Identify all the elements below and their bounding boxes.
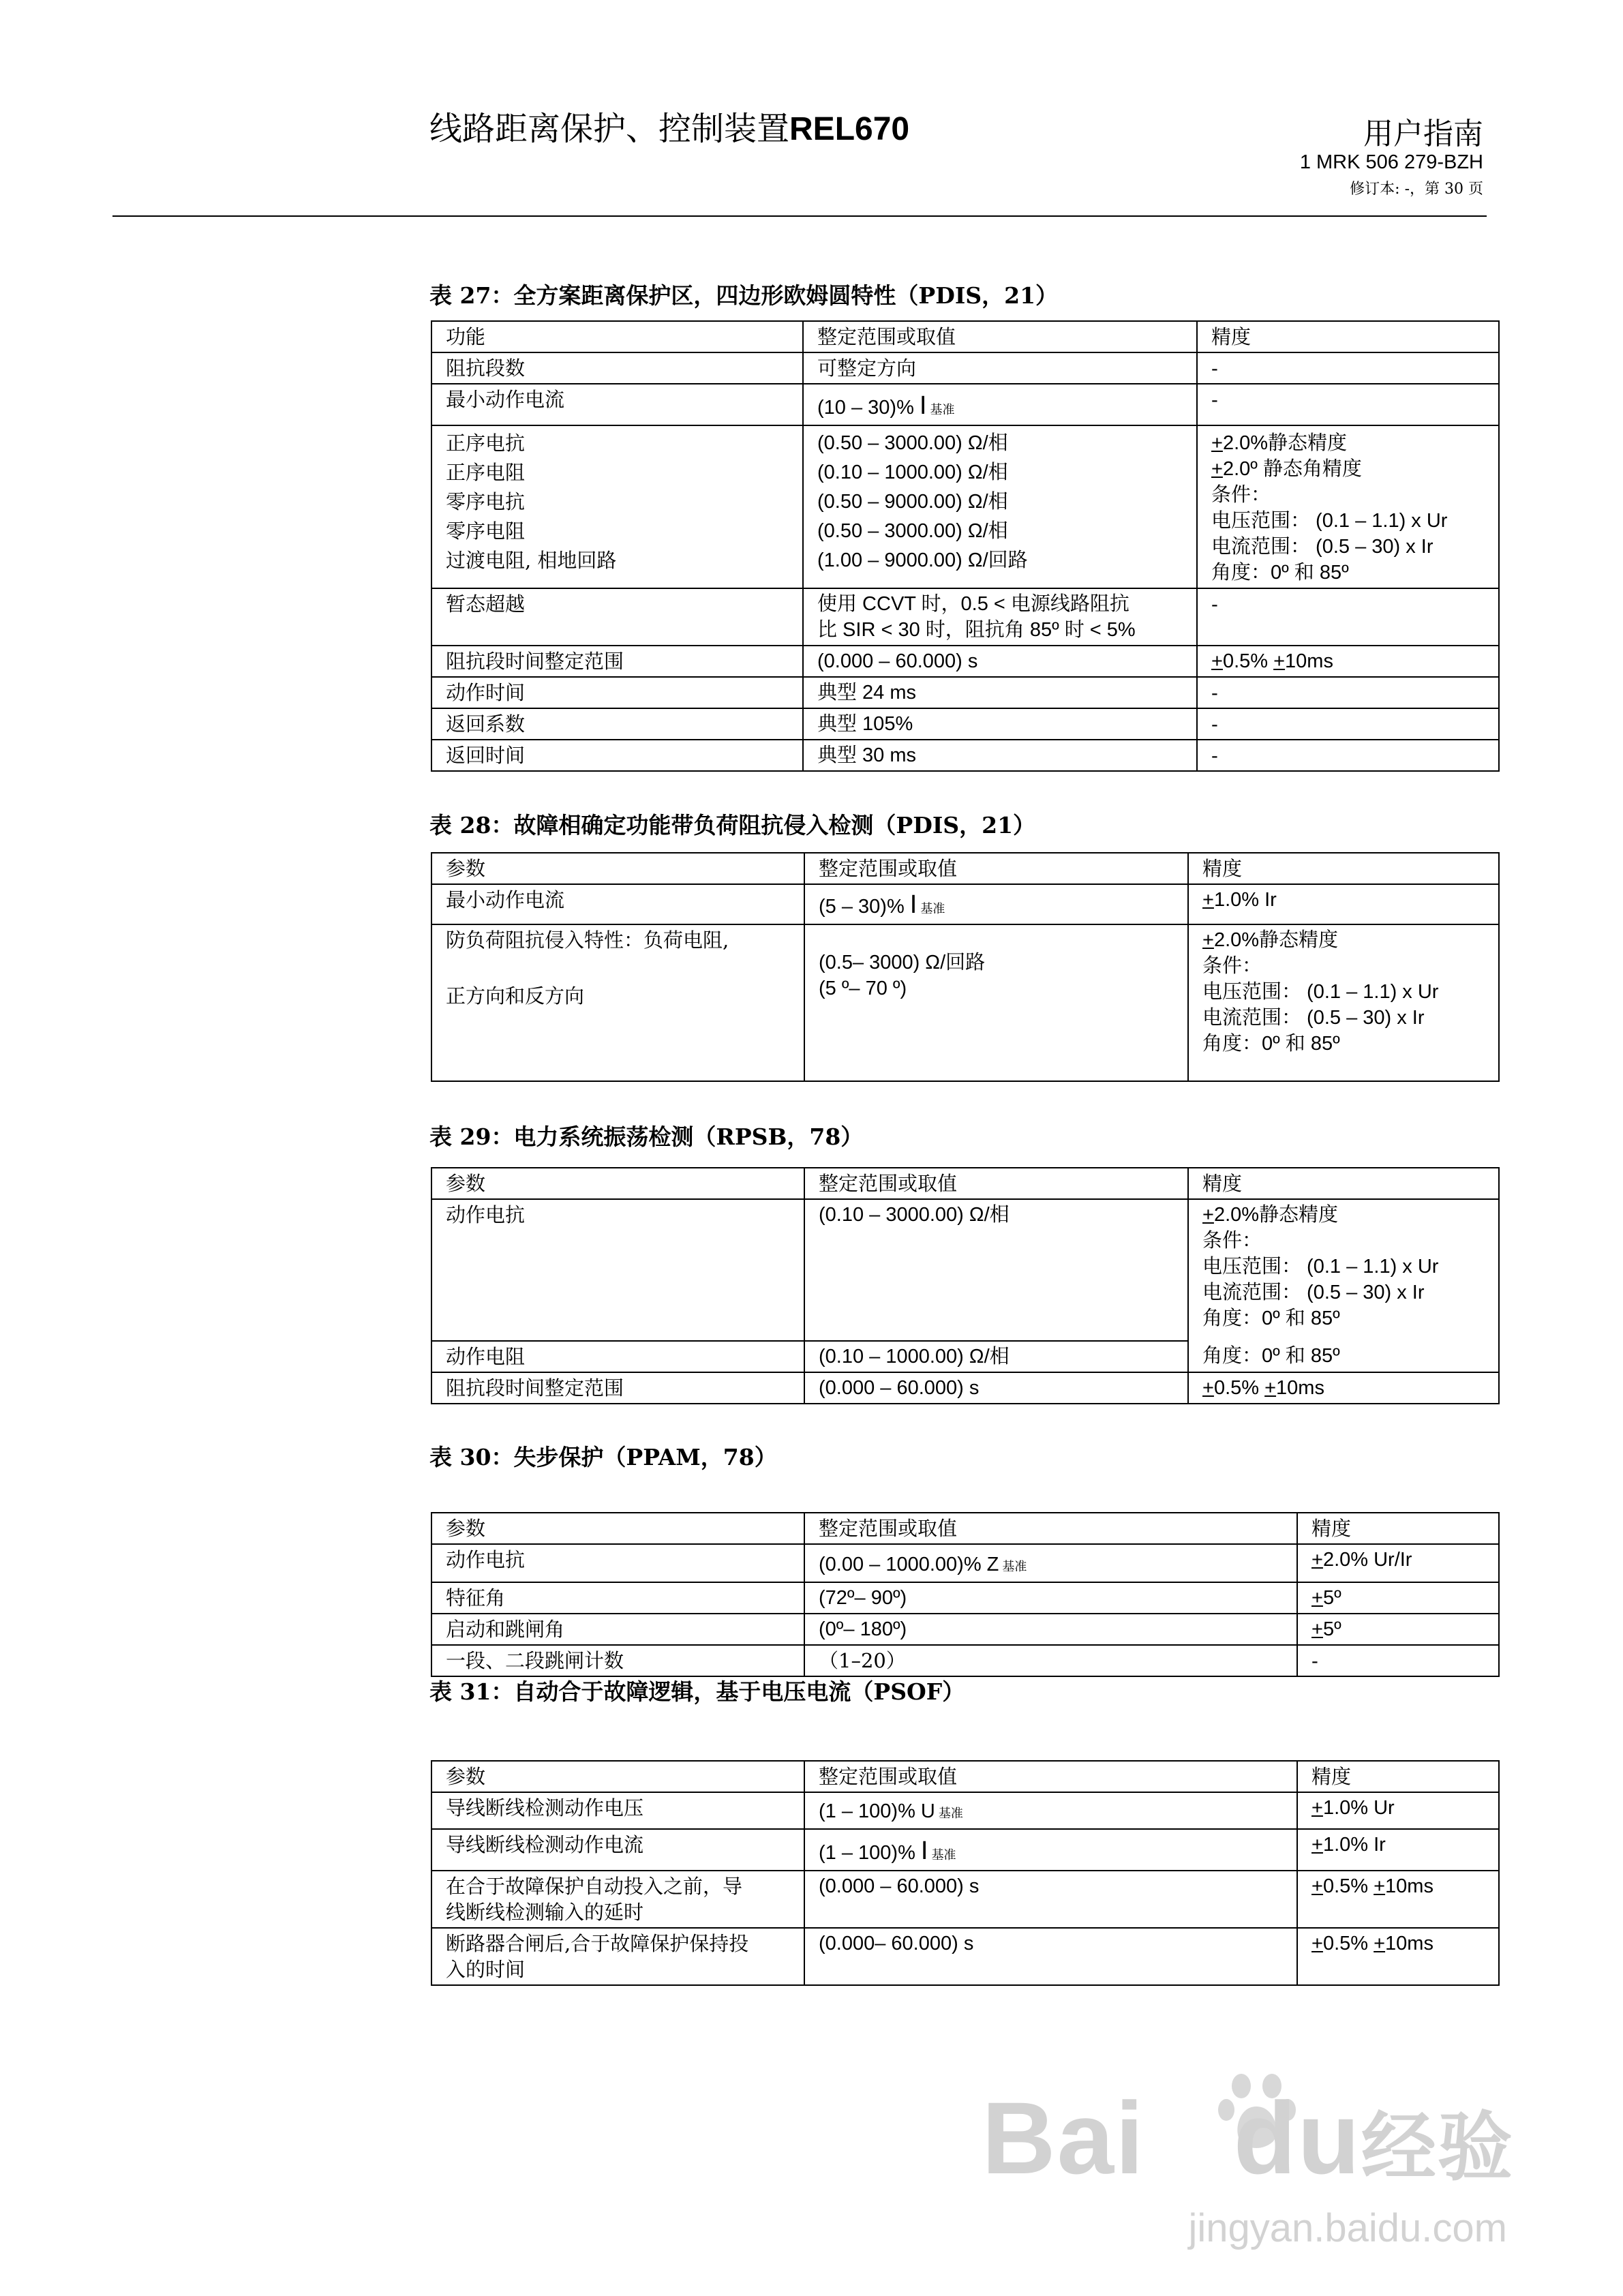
table-row [431,1582,1499,1614]
table-header-row [431,321,1499,352]
table-row [431,1341,1499,1372]
header-cell: 参数 [431,1168,804,1199]
table-cell: +5º [1297,1614,1499,1645]
table-row [431,924,1499,1081]
header-cell: 整定范围或取值 [804,1513,1297,1544]
table-cell: 导线断线检测动作电压 [431,1792,804,1829]
table-row [431,1792,1499,1829]
table-row [431,708,1499,740]
table-cell: +5º [1297,1582,1499,1614]
table-row [431,588,1499,646]
table-cell: 防负荷阻抗侵入特性：负荷电阻, 正方向和反方向 [431,924,804,1081]
table-cell: 动作电阻 [431,1341,804,1372]
table-cell: (0.10 – 3000.00) Ω/相 [804,1199,1188,1341]
table-cell: 动作时间 [431,677,803,708]
table-31-caption: 表 31：自动合于故障逻辑，基于电压电流（PSOF） [429,1678,965,1705]
table-cell: 阻抗段时间整定范围 [431,1372,804,1404]
document-title: 线路距离保护、控制装置REL670 [429,110,910,148]
table-cell: 最小动作电流 [431,384,803,425]
table-cell: 返回时间 [431,740,803,771]
header-cell: 参数 [431,1513,804,1544]
header-cell: 精度 [1188,853,1499,884]
header-cell: 功能 [431,321,803,352]
table-row [431,677,1499,708]
table-header-row [431,853,1499,884]
table-row [431,1928,1499,1985]
revision-page-info: 修订本: -，第 30 页 [1350,181,1483,198]
table-header-row [431,1168,1499,1199]
table-31 [431,1760,1500,1986]
table-row [431,384,1499,425]
table-cell: +0.5% +10ms [1297,1871,1499,1928]
table-cell: (0º– 180º) [804,1614,1297,1645]
header-cell: 整定范围或取值 [804,853,1188,884]
table-cell: - [1197,352,1499,384]
table-cell: 在合于故障保护自动投入之前，导 线断线检测输入的延时 [431,1871,804,1928]
table-cell: +2.0%静态精度 条件： 电压范围： (0.1 – 1.1) x Ur 电流范围： (0.5 – 30) x Ir 角度：0º 和 85º [1188,924,1499,1081]
table-cell: (0.000 – 60.000) s [804,1871,1297,1928]
table-row [431,646,1499,677]
table-cell: - [1197,588,1499,646]
table-cell: 使用 CCVT 时，0.5 < 电源线路阻抗 比 SIR < 30 时，阻抗角 85º 时 < 5% [803,588,1197,646]
table-cell: 角度：0º 和 85º [1188,1341,1499,1372]
table-27-caption: 表 27：全方案距离保护区，四边形欧姆圆特性（PDIS，21） [429,282,1059,309]
table-cell: - [1197,740,1499,771]
table-cell: 可整定方向 [803,352,1197,384]
table-29 [431,1167,1500,1404]
table-cell: - [1197,384,1499,425]
table-cell: +1.0% Ir [1297,1829,1499,1871]
header-cell: 整定范围或取值 [803,321,1197,352]
table-cell: 导线断线检测动作电流 [431,1829,804,1871]
table-cell: +1.0% Ur [1297,1792,1499,1829]
table-29-caption: 表 29：电力系统振荡检测（RPSB，78） [429,1123,864,1150]
header-cell: 参数 [431,853,804,884]
table-header-row [431,1761,1499,1792]
table-cell: (0.00 – 1000.00)% Z 基准 [804,1544,1297,1582]
table-row [431,352,1499,384]
table-cell: （1–20） [804,1645,1297,1676]
table-cell: +0.5% +10ms [1297,1928,1499,1985]
table-30-caption: 表 30：失步保护（PPAM，78） [429,1444,777,1470]
table-28 [431,852,1500,1082]
table-cell: 返回系数 [431,708,803,740]
table-cell: +0.5% +10ms [1188,1372,1499,1404]
table-row [431,1645,1499,1676]
table-row [431,425,1499,588]
table-cell: 断路器合闸后,合于故障保护保持投 入的时间 [431,1928,804,1985]
table-cell: - [1297,1645,1499,1676]
table-cell: 动作电抗 [431,1199,804,1341]
header-cell: 整定范围或取值 [804,1168,1188,1199]
table-cell: (0.10 – 1000.00) Ω/相 [804,1341,1188,1372]
table-cell: - [1197,708,1499,740]
header-divider [112,215,1487,217]
table-cell: 一段、二段跳闸计数 [431,1645,804,1676]
table-cell: (10 – 30)% I 基准 [803,384,1197,425]
header-cell: 精度 [1188,1168,1499,1199]
table-cell: - [1197,677,1499,708]
table-cell: (0.000– 60.000) s [804,1928,1297,1985]
table-cell: +0.5% +10ms [1197,646,1499,677]
table-cell: (0.50 – 3000.00) Ω/相 (0.10 – 1000.00) Ω/相 (0.50 – 9000.00) Ω/相 (0.50 – 3000.00) Ω/相 (1.00 – 9000.00) Ω/回路 [803,425,1197,588]
document-number: 1 MRK 506 279-BZH [1299,151,1483,173]
table-cell: 典型 30 ms [803,740,1197,771]
guide-label: 用户指南 [1363,117,1483,151]
table-cell: 阻抗段时间整定范围 [431,646,803,677]
table-cell: (0.000 – 60.000) s [804,1372,1188,1404]
table-cell: 动作电抗 [431,1544,804,1582]
table-cell: +2.0%静态精度 条件： 电压范围： (0.1 – 1.1) x Ur 电流范围： (0.5 – 30) x Ir 角度：0º 和 85º [1188,1199,1499,1341]
table-cell: 典型 105% [803,708,1197,740]
table-row [431,1829,1499,1871]
watermark-logo: Bai du经验 [982,2081,1514,2195]
table-cell: 正序电抗 正序电阻 零序电抗 零序电阻 过渡电阻, 相地回路 [431,425,803,588]
watermark-url: jingyan.baidu.com [1188,2206,1507,2250]
table-cell: (1 – 100)% I 基准 [804,1829,1297,1871]
header-cell: 精度 [1297,1761,1499,1792]
table-28-caption: 表 28：故障相确定功能带负荷阻抗侵入检测（PDIS，21） [429,812,1036,839]
table-cell: 最小动作电流 [431,884,804,924]
header-cell: 精度 [1197,321,1499,352]
header-cell: 整定范围或取值 [804,1761,1297,1792]
table-row [431,1544,1499,1582]
table-cell: +1.0% Ir [1188,884,1499,924]
table-cell: 特征角 [431,1582,804,1614]
table-cell: +2.0% Ur/Ir [1297,1544,1499,1582]
table-cell: 启动和跳闸角 [431,1614,804,1645]
table-header-row [431,1513,1499,1544]
header-cell: 精度 [1297,1513,1499,1544]
table-cell: (0.000 – 60.000) s [803,646,1197,677]
table-cell: +2.0%静态精度 +2.0º 静态角精度 条件： 电压范围： (0.1 – 1.1) x Ur 电流范围： (0.5 – 30) x Ir 角度：0º 和 85º [1197,425,1499,588]
table-cell: (5 – 30)% I 基准 [804,884,1188,924]
table-cell: (1 – 100)% U 基准 [804,1792,1297,1829]
table-row [431,1614,1499,1645]
table-27 [431,320,1500,772]
table-30 [431,1512,1500,1677]
header-cell: 参数 [431,1761,804,1792]
table-cell: (0.5– 3000) Ω/回路 (5 º– 70 º) [804,924,1188,1081]
table-row [431,1199,1499,1341]
table-cell: (72º– 90º) [804,1582,1297,1614]
table-row [431,1871,1499,1928]
table-cell: 阻抗段数 [431,352,803,384]
table-cell: 典型 24 ms [803,677,1197,708]
table-row [431,884,1499,924]
table-row [431,740,1499,771]
table-cell: 暂态超越 [431,588,803,646]
table-row [431,1372,1499,1404]
